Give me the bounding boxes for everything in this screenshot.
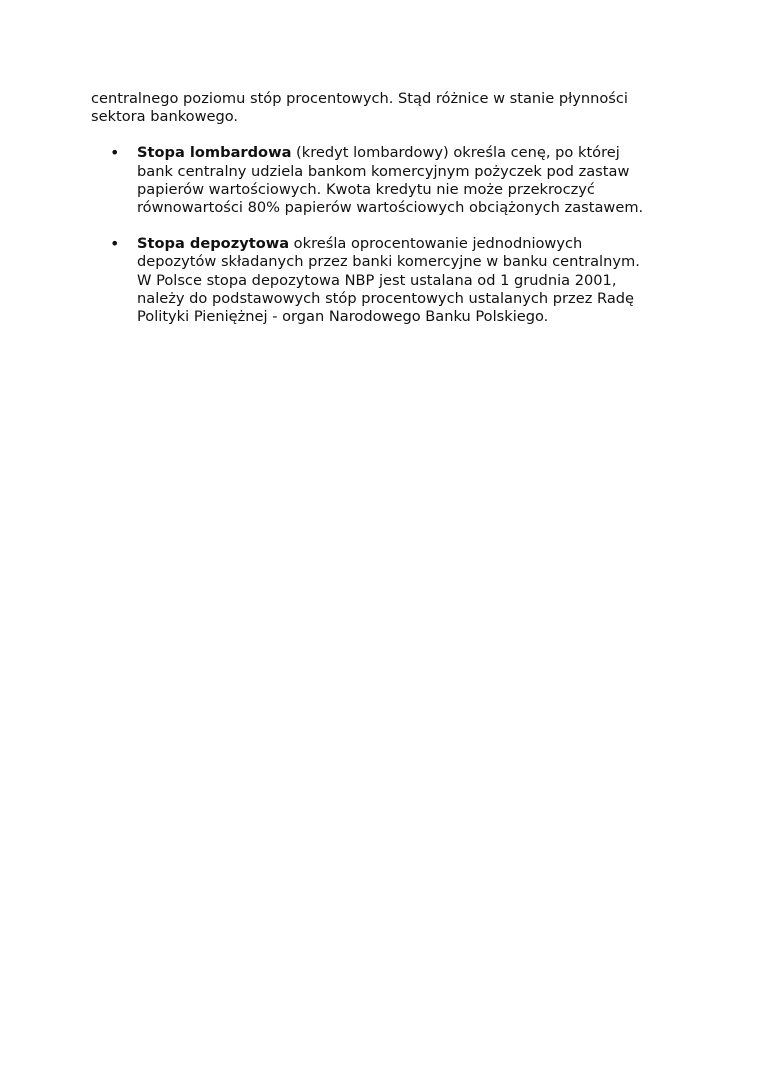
- bullet-text: określa oprocentowanie jednodniowych: [289, 235, 583, 253]
- intro-line: sektora bankowego.: [91, 108, 239, 126]
- intro-paragraph: [91, 90, 681, 126]
- bullet-line: depozytów składanych przez banki komercyjne w banku centralnym.: [137, 253, 640, 271]
- bullet-line: należy do podstawowych stóp procentowych ustalanych przez Radę: [137, 289, 634, 307]
- document-body: [91, 90, 681, 326]
- bullet-first-line: [137, 235, 681, 253]
- bullet-icon: •: [110, 234, 120, 254]
- intro-line: centralnego poziomu stóp procentowych. Stąd różnice w stanie płynności: [91, 90, 628, 107]
- bullet-text: (kredyt lombardowy) określa cenę, po której: [291, 144, 620, 162]
- bullet-line: W Polsce stopa depozytowa NBP jest ustalana od 1 grudnia 2001,: [137, 271, 617, 289]
- bullet-icon: •: [110, 143, 120, 163]
- bullet-line: papierów wartościowych. Kwota kredytu nie może przekroczyć: [137, 180, 595, 198]
- list-item-deposit-rate: [91, 235, 681, 326]
- bullet-line: bank centralny udziela bankom komercyjnym pożyczek pod zastaw: [137, 162, 630, 180]
- bullet-line: Polityki Pieniężnej - organ Narodowego Banku Polskiego.: [137, 308, 549, 326]
- bullet-line: równowartości 80% papierów wartościowych obciążonych zastawem.: [137, 199, 644, 217]
- term-deposit-rate: Stopa depozytowa: [137, 235, 290, 253]
- list-item-lombard-rate: [91, 144, 681, 217]
- bullet-first-line: [137, 144, 681, 162]
- term-lombard-rate: Stopa lombardowa: [137, 144, 292, 162]
- rates-list: [91, 144, 681, 326]
